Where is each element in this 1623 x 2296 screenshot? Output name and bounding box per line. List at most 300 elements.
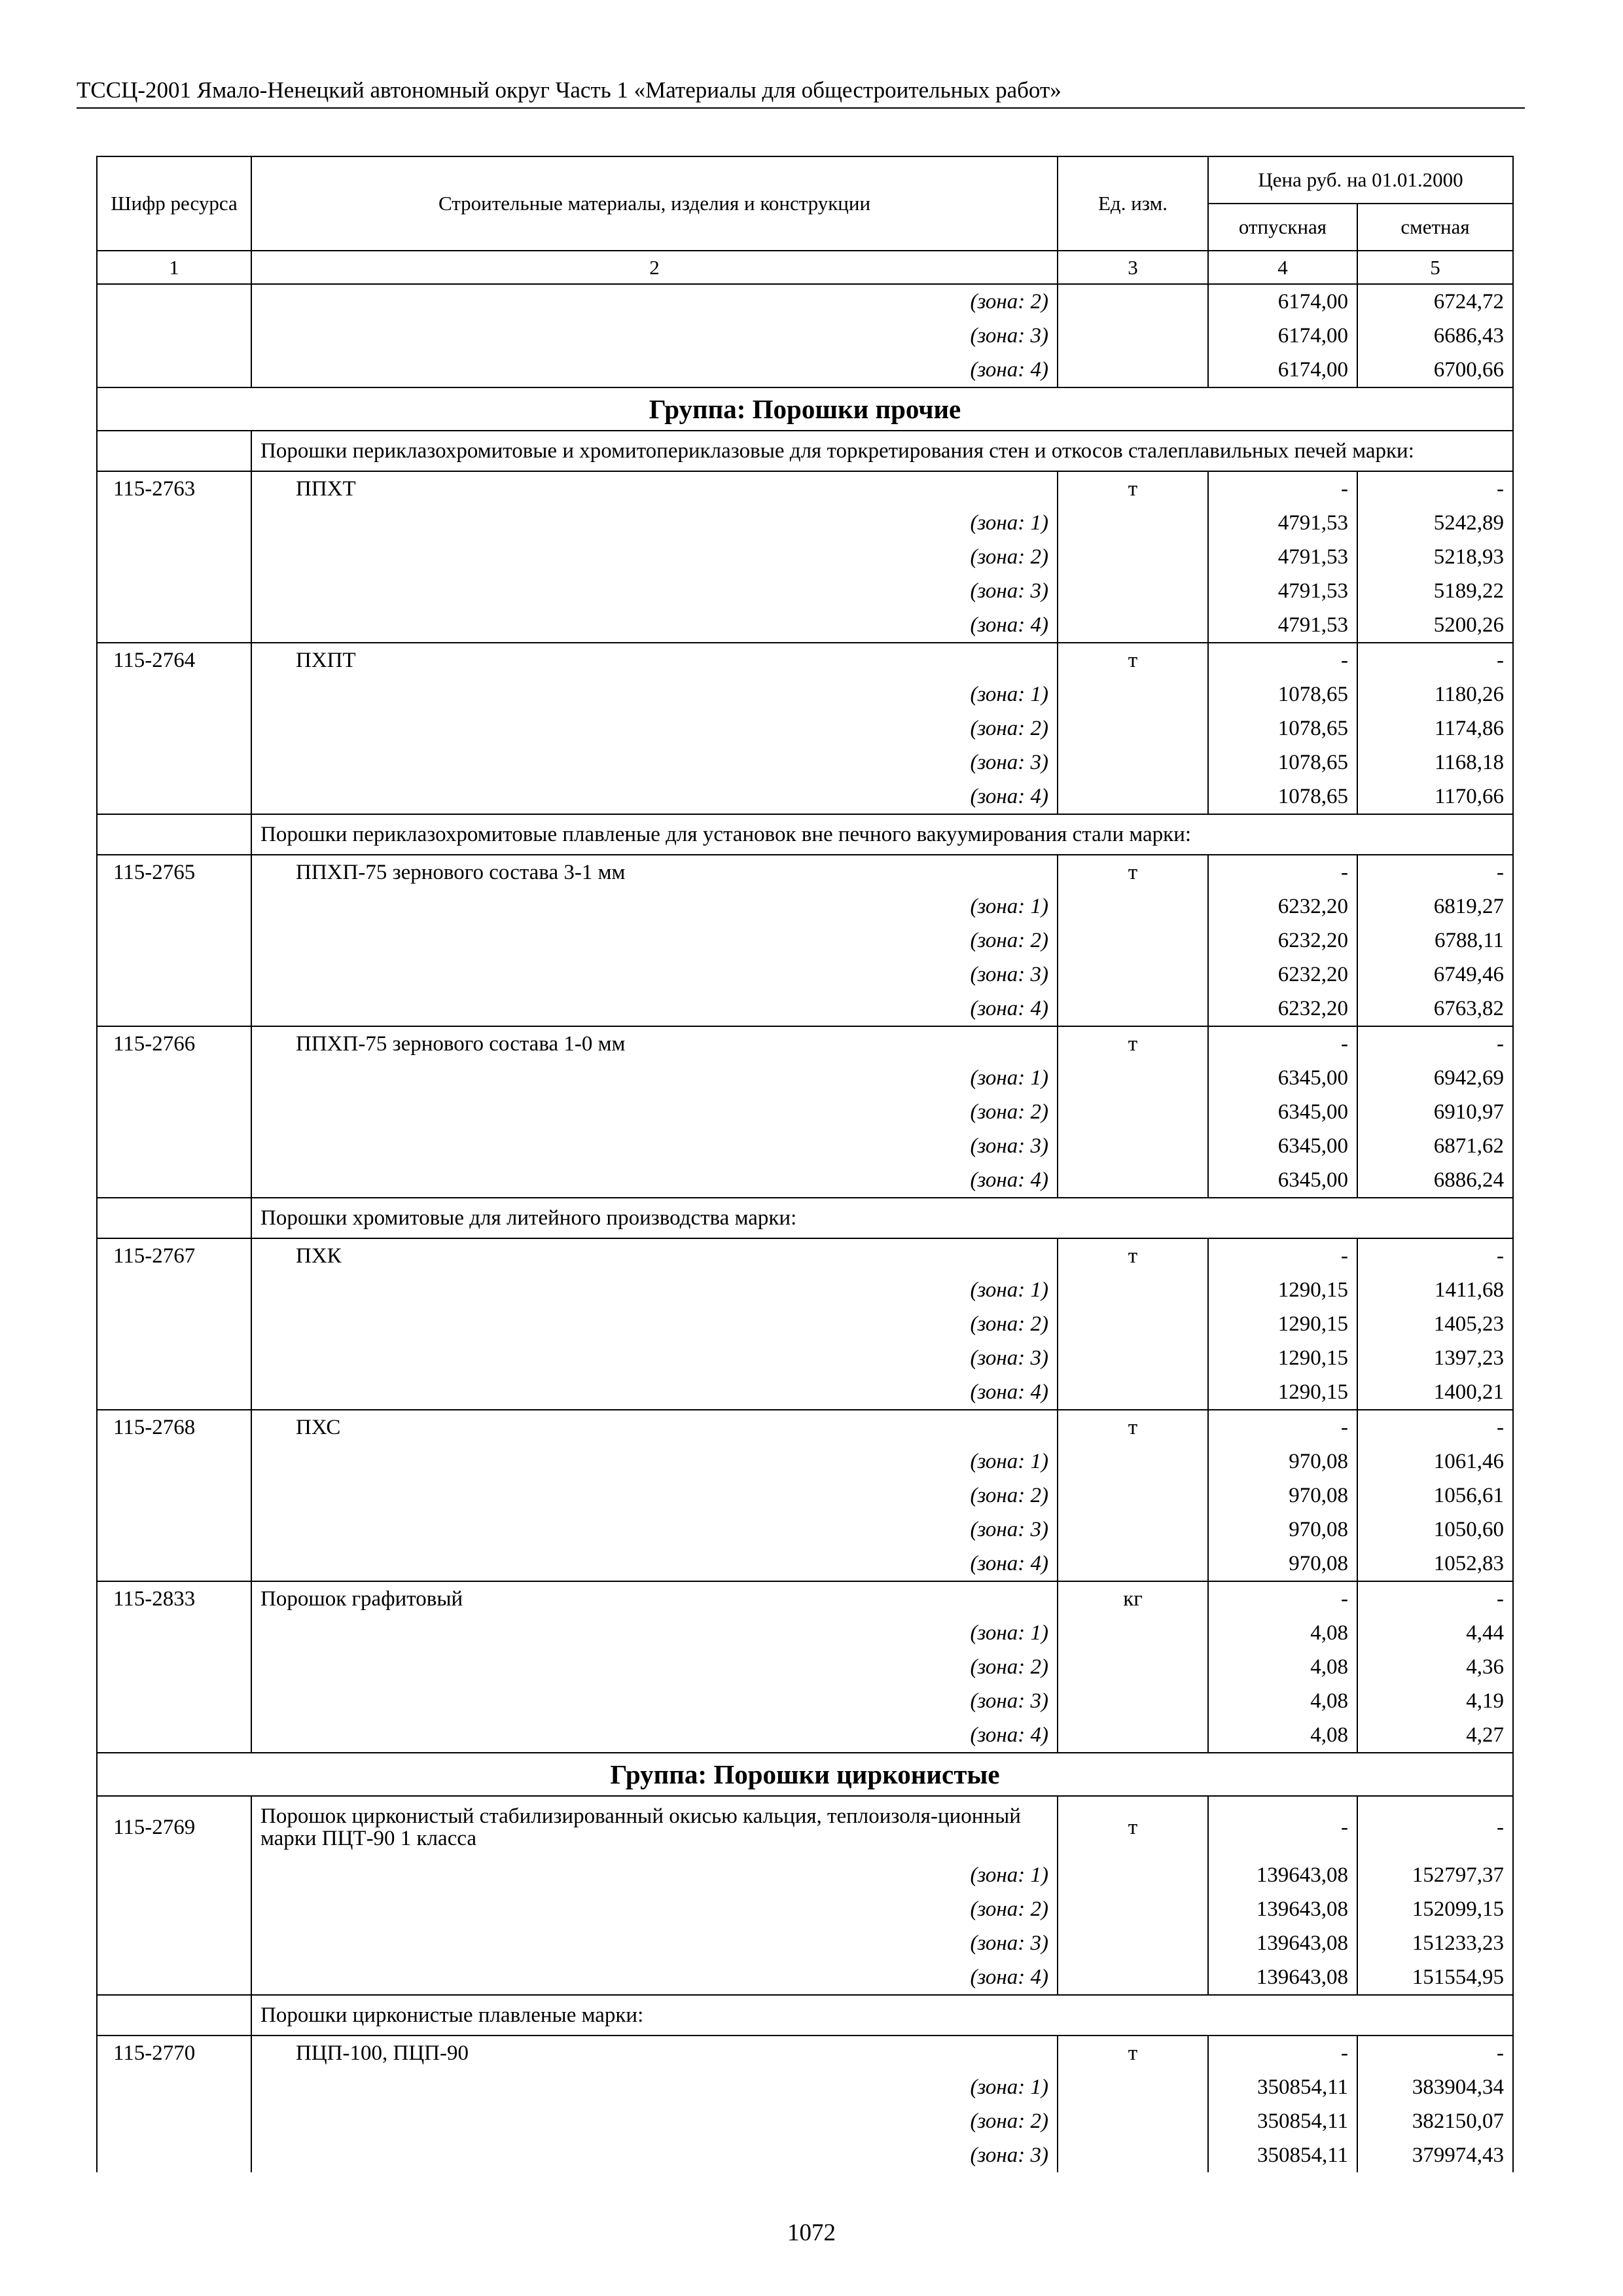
zone-label: (зона: 2) <box>251 1892 1058 1926</box>
zone-label: (зона: 1) <box>251 677 1058 711</box>
unit-cell <box>1058 2104 1208 2138</box>
description-text: Порошки хромитовые для литейного производства марки: <box>251 1198 1513 1238</box>
code-cell <box>97 924 251 958</box>
zone-label: (зона: 2) <box>251 284 1058 319</box>
code-cell <box>97 2138 251 2172</box>
estimate-price: 379974,43 <box>1357 2138 1513 2172</box>
description-row <box>97 1995 1513 2036</box>
estimate-price: 382150,07 <box>1357 2104 1513 2138</box>
zone-label: (зона: 1) <box>251 889 1058 924</box>
code-cell <box>97 431 251 471</box>
code-cell <box>97 1926 251 1960</box>
estimate-price: 6724,72 <box>1357 284 1513 319</box>
zone-row <box>97 1926 1513 1960</box>
code-cell <box>97 677 251 711</box>
code-cell <box>97 1163 251 1198</box>
zone-label: (зона: 4) <box>251 353 1058 387</box>
zone-label: (зона: 1) <box>251 506 1058 540</box>
zone-label: (зона: 3) <box>251 958 1058 992</box>
release-price: 1078,65 <box>1208 780 1357 814</box>
item-row <box>97 1581 1513 1616</box>
zone-label: (зона: 4) <box>251 1375 1058 1410</box>
release-price: 6232,20 <box>1208 924 1357 958</box>
unit-cell <box>1058 1273 1208 1307</box>
release-price: 6345,00 <box>1208 1163 1357 1198</box>
unit-cell <box>1058 1892 1208 1926</box>
release-price: 4791,53 <box>1208 608 1357 643</box>
code-cell <box>97 2070 251 2104</box>
code-cell <box>97 814 251 855</box>
code-cell <box>97 1341 251 1375</box>
estimate-price: 1052,83 <box>1357 1547 1513 1581</box>
zone-row <box>97 1479 1513 1513</box>
estimate-price: 5200,26 <box>1357 608 1513 643</box>
code-cell <box>97 319 251 353</box>
unit-cell <box>1058 353 1208 387</box>
zone-label: (зона: 2) <box>251 1307 1058 1341</box>
release-price: - <box>1208 2036 1357 2070</box>
estimate-price: 4,19 <box>1357 1684 1513 1718</box>
unit-cell: т <box>1058 2036 1208 2070</box>
estimate-price: 5189,22 <box>1357 574 1513 608</box>
code-cell <box>97 540 251 574</box>
resource-code: 115-2766 <box>97 1026 251 1061</box>
estimate-price: - <box>1357 2036 1513 2070</box>
zone-row <box>97 2104 1513 2138</box>
unit-cell <box>1058 1650 1208 1684</box>
unit-cell: т <box>1058 1796 1208 1858</box>
col-code-header: Шифр ресурса <box>97 156 251 251</box>
release-price: 1078,65 <box>1208 677 1357 711</box>
release-price: 1290,15 <box>1208 1273 1357 1307</box>
release-price: 350854,11 <box>1208 2138 1357 2172</box>
release-price: 350854,11 <box>1208 2070 1357 2104</box>
code-cell <box>97 1095 251 1129</box>
code-cell <box>97 1513 251 1547</box>
unit-cell <box>1058 2138 1208 2172</box>
unit-cell: т <box>1058 1238 1208 1273</box>
unit-cell <box>1058 284 1208 319</box>
description-row <box>97 814 1513 855</box>
release-price: 350854,11 <box>1208 2104 1357 2138</box>
estimate-price: - <box>1357 471 1513 506</box>
item-row <box>97 1026 1513 1061</box>
zone-label: (зона: 4) <box>251 780 1058 814</box>
release-price: 6345,00 <box>1208 1095 1357 1129</box>
release-price: 4,08 <box>1208 1616 1357 1650</box>
zone-row <box>97 780 1513 814</box>
estimate-price: 1168,18 <box>1357 745 1513 780</box>
estimate-price: 6763,82 <box>1357 992 1513 1026</box>
zone-row <box>97 506 1513 540</box>
unit-cell <box>1058 1375 1208 1410</box>
resource-code: 115-2764 <box>97 643 251 677</box>
unit-cell <box>1058 1341 1208 1375</box>
col-price-header: Цена руб. на 01.01.2000 <box>1208 156 1513 204</box>
zone-row <box>97 1960 1513 1995</box>
release-price: 1290,15 <box>1208 1375 1357 1410</box>
col-name-header: Строительные материалы, изделия и конструкции <box>251 156 1058 251</box>
code-cell <box>97 1061 251 1095</box>
group-title: Группа: Порошки прочие <box>97 387 1513 431</box>
col-unit-header: Ед. изм. <box>1058 156 1208 251</box>
code-cell <box>97 780 251 814</box>
unit-cell <box>1058 745 1208 780</box>
estimate-price: 5242,89 <box>1357 506 1513 540</box>
unit-cell <box>1058 889 1208 924</box>
zone-row <box>97 1163 1513 1198</box>
code-cell <box>97 506 251 540</box>
release-price: 6232,20 <box>1208 958 1357 992</box>
release-price: 139643,08 <box>1208 1926 1357 1960</box>
zone-label: (зона: 3) <box>251 1513 1058 1547</box>
col-number-4: 4 <box>1208 251 1357 284</box>
unit-cell <box>1058 506 1208 540</box>
code-cell <box>97 1858 251 1892</box>
zone-row <box>97 353 1513 387</box>
estimate-price: 6749,46 <box>1357 958 1513 992</box>
release-price: - <box>1208 471 1357 506</box>
code-cell <box>97 1198 251 1238</box>
zone-label: (зона: 4) <box>251 608 1058 643</box>
unit-cell <box>1058 958 1208 992</box>
resource-code: 115-2770 <box>97 2036 251 2070</box>
release-price: 4791,53 <box>1208 574 1357 608</box>
release-price: 6232,20 <box>1208 992 1357 1026</box>
unit-cell <box>1058 608 1208 643</box>
description-row <box>97 431 1513 471</box>
zone-label: (зона: 4) <box>251 992 1058 1026</box>
zone-row <box>97 992 1513 1026</box>
item-row <box>97 643 1513 677</box>
estimate-price: 1170,66 <box>1357 780 1513 814</box>
code-cell <box>97 1479 251 1513</box>
zone-label: (зона: 3) <box>251 745 1058 780</box>
estimate-price: 1400,21 <box>1357 1375 1513 1410</box>
description-text: Порошки цирконистые плавленые марки: <box>251 1995 1513 2036</box>
code-cell <box>97 1718 251 1753</box>
description-row <box>97 1198 1513 1238</box>
resource-code: 115-2763 <box>97 471 251 506</box>
zone-label: (зона: 1) <box>251 1616 1058 1650</box>
release-price: 1290,15 <box>1208 1341 1357 1375</box>
resource-code: 115-2833 <box>97 1581 251 1616</box>
estimate-price: 6886,24 <box>1357 1163 1513 1198</box>
table-body <box>97 284 1513 2172</box>
release-price: 6345,00 <box>1208 1061 1357 1095</box>
zone-label: (зона: 2) <box>251 1650 1058 1684</box>
zone-row <box>97 677 1513 711</box>
zone-row <box>97 958 1513 992</box>
zone-row <box>97 1616 1513 1650</box>
release-price: 139643,08 <box>1208 1960 1357 1995</box>
zone-label: (зона: 4) <box>251 1960 1058 1995</box>
release-price: 6174,00 <box>1208 319 1357 353</box>
unit-cell <box>1058 1479 1208 1513</box>
estimate-price: 6819,27 <box>1357 889 1513 924</box>
item-row <box>97 855 1513 889</box>
estimate-price: - <box>1357 1026 1513 1061</box>
zone-label: (зона: 2) <box>251 711 1058 745</box>
zone-label: (зона: 2) <box>251 2104 1058 2138</box>
release-price: 4,08 <box>1208 1684 1357 1718</box>
col-number-3: 3 <box>1058 251 1208 284</box>
unit-cell: кг <box>1058 1581 1208 1616</box>
release-price: 1290,15 <box>1208 1307 1357 1341</box>
material-name: ПХС <box>251 1410 1058 1444</box>
release-price: - <box>1208 1026 1357 1061</box>
resource-code: 115-2767 <box>97 1238 251 1273</box>
estimate-price: 1397,23 <box>1357 1341 1513 1375</box>
estimate-price: 151554,95 <box>1357 1960 1513 1995</box>
estimate-price: 6871,62 <box>1357 1129 1513 1163</box>
zone-label: (зона: 1) <box>251 1273 1058 1307</box>
code-cell <box>97 574 251 608</box>
code-cell <box>97 1650 251 1684</box>
unit-cell <box>1058 1960 1208 1995</box>
estimate-price: - <box>1357 1796 1513 1858</box>
unit-cell <box>1058 319 1208 353</box>
estimate-price: - <box>1357 1238 1513 1273</box>
unit-cell <box>1058 1163 1208 1198</box>
unit-cell <box>1058 1061 1208 1095</box>
unit-cell <box>1058 1616 1208 1650</box>
release-price: 4,08 <box>1208 1718 1357 1753</box>
material-name: Порошок цирконистый стабилизированный окисью кальция, теплоизоля-ционный марки ПЦТ-90 1 класса <box>251 1796 1058 1858</box>
estimate-price: - <box>1357 1581 1513 1616</box>
release-price: 139643,08 <box>1208 1892 1357 1926</box>
release-price: - <box>1208 855 1357 889</box>
release-price: 1078,65 <box>1208 745 1357 780</box>
zone-row <box>97 1307 1513 1341</box>
estimate-price: 152797,37 <box>1357 1858 1513 1892</box>
zone-label: (зона: 2) <box>251 924 1058 958</box>
release-price: 6345,00 <box>1208 1129 1357 1163</box>
material-name: ППХТ <box>251 471 1058 506</box>
col-number-2: 2 <box>251 251 1058 284</box>
code-cell <box>97 1616 251 1650</box>
description-text: Порошки периклазохромитовые и хромитопериклазовые для торкретирования стен и откосов сталеплавильных печей марки: <box>251 431 1513 471</box>
zone-row <box>97 574 1513 608</box>
zone-label: (зона: 3) <box>251 319 1058 353</box>
code-cell <box>97 353 251 387</box>
unit-cell <box>1058 1547 1208 1581</box>
zone-row <box>97 889 1513 924</box>
zone-label: (зона: 4) <box>251 1718 1058 1753</box>
zone-row <box>97 1684 1513 1718</box>
zone-label: (зона: 3) <box>251 2138 1058 2172</box>
zone-row <box>97 2070 1513 2104</box>
zone-label: (зона: 3) <box>251 1926 1058 1960</box>
unit-cell <box>1058 1129 1208 1163</box>
release-price: - <box>1208 1238 1357 1273</box>
zone-row <box>97 1718 1513 1753</box>
code-cell <box>97 1547 251 1581</box>
item-row <box>97 1796 1513 1858</box>
estimate-price: 152099,15 <box>1357 1892 1513 1926</box>
code-cell <box>97 1960 251 1995</box>
release-price: - <box>1208 1410 1357 1444</box>
zone-row <box>97 1892 1513 1926</box>
zone-row <box>97 924 1513 958</box>
estimate-price: 1056,61 <box>1357 1479 1513 1513</box>
estimate-price: 1405,23 <box>1357 1307 1513 1341</box>
zone-row <box>97 319 1513 353</box>
zone-row <box>97 1547 1513 1581</box>
release-price: 970,08 <box>1208 1479 1357 1513</box>
unit-cell: т <box>1058 855 1208 889</box>
material-name: ПХК <box>251 1238 1058 1273</box>
estimate-price: 1061,46 <box>1357 1444 1513 1479</box>
resource-code: 115-2765 <box>97 855 251 889</box>
material-name: Порошок графитовый <box>251 1581 1058 1616</box>
zone-row <box>97 711 1513 745</box>
zone-label: (зона: 1) <box>251 1444 1058 1479</box>
unit-cell <box>1058 2070 1208 2104</box>
resource-code: 115-2769 <box>97 1796 251 1858</box>
code-cell <box>97 1375 251 1410</box>
release-price: - <box>1208 1796 1357 1858</box>
group-row <box>97 1753 1513 1796</box>
running-header: ТССЦ-2001 Ямало-Ненецкий автономный округ Часть 1 «Материалы для общестроительных работ» <box>77 77 1061 103</box>
estimate-price: 4,44 <box>1357 1616 1513 1650</box>
zone-row <box>97 608 1513 643</box>
zone-label: (зона: 4) <box>251 1163 1058 1198</box>
page-number: 1072 <box>787 2219 836 2246</box>
zone-label: (зона: 1) <box>251 2070 1058 2104</box>
estimate-price: 6700,66 <box>1357 353 1513 387</box>
item-row <box>97 1410 1513 1444</box>
unit-cell <box>1058 1684 1208 1718</box>
code-cell <box>97 1995 251 2036</box>
col-number-1: 1 <box>97 251 251 284</box>
zone-row <box>97 1061 1513 1095</box>
code-cell <box>97 1684 251 1718</box>
zone-row <box>97 2138 1513 2172</box>
release-price: 4,08 <box>1208 1650 1357 1684</box>
zone-row <box>97 1273 1513 1307</box>
unit-cell <box>1058 574 1208 608</box>
release-price: 6174,00 <box>1208 353 1357 387</box>
release-price: 6232,20 <box>1208 889 1357 924</box>
zone-row <box>97 745 1513 780</box>
release-price: 4791,53 <box>1208 506 1357 540</box>
zone-row <box>97 1444 1513 1479</box>
release-price: 970,08 <box>1208 1547 1357 1581</box>
zone-row <box>97 540 1513 574</box>
zone-row <box>97 1858 1513 1892</box>
estimate-price: - <box>1357 1410 1513 1444</box>
estimate-price: 5218,93 <box>1357 540 1513 574</box>
zone-label: (зона: 2) <box>251 540 1058 574</box>
unit-cell <box>1058 1095 1208 1129</box>
release-price: - <box>1208 1581 1357 1616</box>
estimate-price: 1174,86 <box>1357 711 1513 745</box>
unit-cell <box>1058 711 1208 745</box>
item-row <box>97 471 1513 506</box>
estimate-price: - <box>1357 855 1513 889</box>
zone-row <box>97 1341 1513 1375</box>
code-cell <box>97 1892 251 1926</box>
unit-cell <box>1058 1307 1208 1341</box>
unit-cell <box>1058 1718 1208 1753</box>
zone-row <box>97 1095 1513 1129</box>
zone-label: (зона: 3) <box>251 1684 1058 1718</box>
unit-cell: т <box>1058 1410 1208 1444</box>
item-row <box>97 2036 1513 2070</box>
zone-row <box>97 1129 1513 1163</box>
code-cell <box>97 1307 251 1341</box>
unit-cell <box>1058 1513 1208 1547</box>
release-price: - <box>1208 643 1357 677</box>
zone-row <box>97 1375 1513 1410</box>
zone-label: (зона: 1) <box>251 1061 1058 1095</box>
unit-cell <box>1058 780 1208 814</box>
unit-cell <box>1058 1444 1208 1479</box>
code-cell <box>97 608 251 643</box>
code-cell <box>97 889 251 924</box>
code-cell <box>97 284 251 319</box>
unit-cell: т <box>1058 1026 1208 1061</box>
group-title: Группа: Порошки цирконистые <box>97 1753 1513 1796</box>
material-name: ПХПТ <box>251 643 1058 677</box>
code-cell <box>97 1444 251 1479</box>
item-row <box>97 1238 1513 1273</box>
code-cell <box>97 711 251 745</box>
release-price: 6174,00 <box>1208 284 1357 319</box>
zone-row <box>97 1650 1513 1684</box>
zone-label: (зона: 3) <box>251 574 1058 608</box>
material-name: ПЦП-100, ПЦП-90 <box>251 2036 1058 2070</box>
zone-label: (зона: 4) <box>251 1547 1058 1581</box>
zone-label: (зона: 2) <box>251 1095 1058 1129</box>
code-cell <box>97 992 251 1026</box>
estimate-price: 1050,60 <box>1357 1513 1513 1547</box>
unit-cell <box>1058 1926 1208 1960</box>
unit-cell <box>1058 992 1208 1026</box>
code-cell <box>97 1273 251 1307</box>
release-price: 139643,08 <box>1208 1858 1357 1892</box>
col-number-5: 5 <box>1357 251 1513 284</box>
release-price: 970,08 <box>1208 1513 1357 1547</box>
estimate-price: 6788,11 <box>1357 924 1513 958</box>
description-text: Порошки периклазохромитовые плавленые для установок вне печного вакуумирования стали марки: <box>251 814 1513 855</box>
release-price: 4791,53 <box>1208 540 1357 574</box>
zone-label: (зона: 3) <box>251 1129 1058 1163</box>
unit-cell <box>1058 1858 1208 1892</box>
estimate-price: 383904,34 <box>1357 2070 1513 2104</box>
estimate-price: 4,27 <box>1357 1718 1513 1753</box>
estimate-price: 1411,68 <box>1357 1273 1513 1307</box>
estimate-price: 4,36 <box>1357 1650 1513 1684</box>
unit-cell <box>1058 540 1208 574</box>
code-cell <box>97 745 251 780</box>
zone-label: (зона: 1) <box>251 1858 1058 1892</box>
zone-row <box>97 1513 1513 1547</box>
release-price: 970,08 <box>1208 1444 1357 1479</box>
estimate-price: 6686,43 <box>1357 319 1513 353</box>
col-release-header: отпускная <box>1208 204 1357 251</box>
group-row <box>97 387 1513 431</box>
estimate-price: 1180,26 <box>1357 677 1513 711</box>
header-rule <box>77 107 1525 109</box>
resource-code: 115-2768 <box>97 1410 251 1444</box>
code-cell <box>97 2104 251 2138</box>
zone-row <box>97 284 1513 319</box>
unit-cell <box>1058 677 1208 711</box>
code-cell <box>97 958 251 992</box>
zone-label: (зона: 2) <box>251 1479 1058 1513</box>
